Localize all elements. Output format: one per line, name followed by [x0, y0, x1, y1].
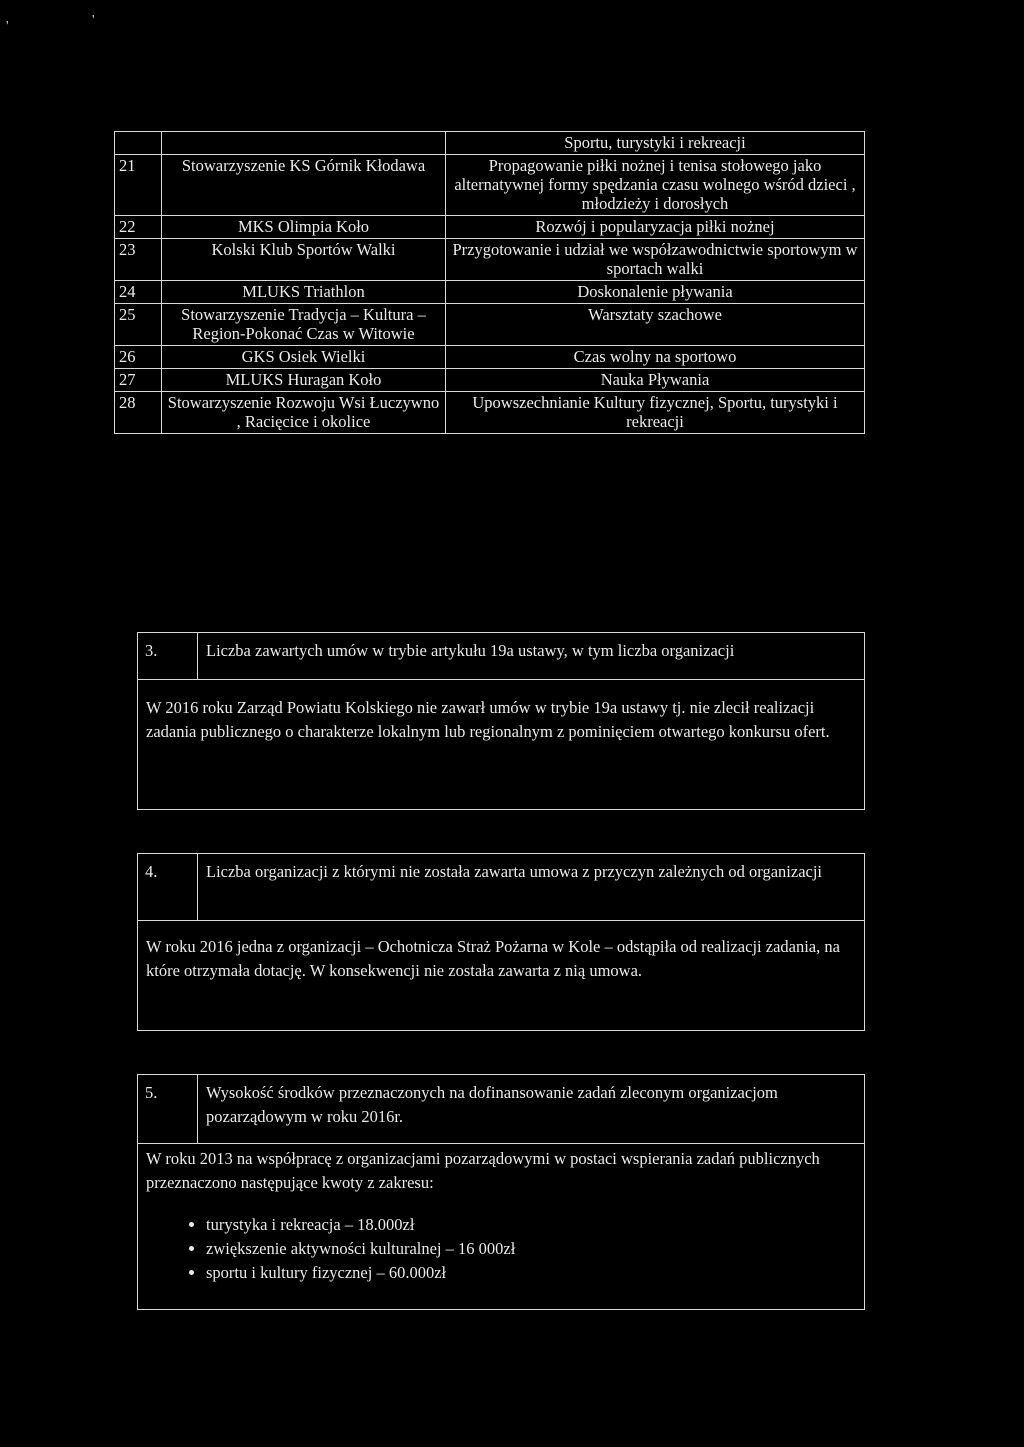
row-number: 25	[115, 304, 162, 346]
task-description: Upowszechnianie Kultury fizycznej, Sportu, turystyki i rekreacji	[446, 392, 865, 434]
table-row	[115, 281, 865, 304]
row-number: 22	[115, 216, 162, 239]
section-3-title: Liczba zawartych umów w trybie artykułu 19a ustawy, w tym liczba organizacji	[206, 641, 735, 660]
table-row	[115, 239, 865, 281]
row-number: 26	[115, 346, 162, 369]
table-row	[115, 304, 865, 346]
organization-name: MLUKS Huragan Koło	[162, 369, 446, 392]
task-description: Doskonalenie pływania	[446, 281, 865, 304]
table-row	[115, 369, 865, 392]
row-number: 23	[115, 239, 162, 281]
table-row	[115, 346, 865, 369]
section-5-title: Wysokość środków przeznaczonych na dofinansowanie zadań zleconym organizacjom pozarządowym w roku 2016r.	[206, 1083, 778, 1126]
task-description: Warsztaty szachowe	[446, 304, 865, 346]
section-5-header	[138, 1075, 864, 1144]
section-3-number: 3.	[138, 633, 198, 679]
organization-name: MKS Olimpia Koło	[162, 216, 446, 239]
section-3-body: W 2016 roku Zarząd Powiatu Kolskiego nie zawarł umów w trybie 19a ustawy tj. nie zlecił realizacji zadania publicznego o charakterze lokalnym lub regionalnym z pominięciem otwartego konkursu ofert.	[146, 698, 830, 741]
task-description: Czas wolny na sportowo	[446, 346, 865, 369]
organization-name	[162, 132, 446, 155]
task-description: Sportu, turystyki i rekreacji	[446, 132, 865, 155]
section-5-text: W roku 2013 na współpracę z organizacjami pozarządowymi w postaci wspierania zadań publicznych przeznaczono następujące kwoty z zakresu:	[146, 1149, 820, 1192]
section-5-body	[138, 1144, 864, 1285]
organization-name: Stowarzyszenie Tradycja – Kultura – Region-Pokonać Czas w Witowie	[162, 304, 446, 346]
row-number: 21	[115, 155, 162, 216]
table-row	[115, 392, 865, 434]
organization-name: MLUKS Triathlon	[162, 281, 446, 304]
task-description: Przygotowanie i udział we współzawodnictwie sportowym w sportach walki	[446, 239, 865, 281]
table-row	[115, 132, 865, 155]
organization-name: Stowarzyszenie KS Górnik Kłodawa	[162, 155, 446, 216]
funding-item: • turystyka i rekreacja – 18.000zł	[206, 1213, 856, 1237]
section-4	[137, 853, 865, 1031]
task-description: Nauka Pływania	[446, 369, 865, 392]
section-4-title: Liczba organizacji z którymi nie została zawarta umowa z przyczyn zależnych od organizacji	[206, 862, 823, 881]
row-number: 28	[115, 392, 162, 434]
row-number: 27	[115, 369, 162, 392]
table-row	[115, 155, 865, 216]
section-3-header	[138, 633, 864, 680]
section-5-number: 5.	[138, 1075, 198, 1143]
section-4-header	[138, 854, 864, 921]
organization-name: GKS Osiek Wielki	[162, 346, 446, 369]
funding-list	[146, 1213, 856, 1285]
section-5	[137, 1074, 865, 1310]
table-row	[115, 216, 865, 239]
section-4-body: W roku 2016 jedna z organizacji – Ochotnicza Straż Pożarna w Kole – odstąpiła od realizacji zadania, na które otrzymała dotację. W konsekwencji nie została zawarta z nią umowa.	[146, 937, 840, 980]
organization-name: Stowarzyszenie Rozwoju Wsi Łuczywno , Racięcice i okolice	[162, 392, 446, 434]
scan-mark: '	[6, 19, 9, 34]
organizations-table	[114, 131, 865, 434]
task-description: Rozwój i popularyzacja piłki nożnej	[446, 216, 865, 239]
section-3	[137, 632, 865, 810]
organization-name: Kolski Klub Sportów Walki	[162, 239, 446, 281]
row-number: 24	[115, 281, 162, 304]
row-number	[115, 132, 162, 155]
section-4-number: 4.	[138, 854, 198, 920]
task-description: Propagowanie piłki nożnej i tenisa stołowego jako alternatywnej formy spędzania czasu wolnego wśród dzieci , młodzieży i dorosłych	[446, 155, 865, 216]
funding-item: • sportu i kultury fizycznej – 60.000zł	[206, 1261, 856, 1285]
scan-mark: '	[92, 13, 95, 28]
funding-item: • zwiększenie aktywności kulturalnej – 16 000zł	[206, 1237, 856, 1261]
